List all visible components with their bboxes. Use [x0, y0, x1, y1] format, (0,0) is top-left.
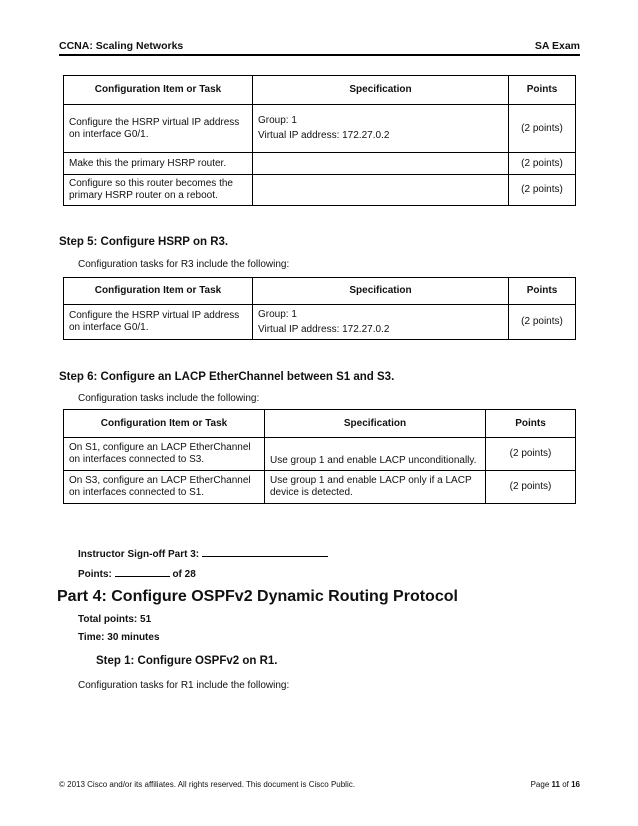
part4-step1-heading: Step 1: Configure OSPFv2 on R1.	[96, 655, 278, 667]
specification-cell	[253, 105, 509, 153]
part4-time: Time: 30 minutes	[78, 632, 160, 643]
specification-cell	[253, 153, 509, 175]
lacp-etherchannel-table	[63, 409, 576, 504]
specification-cell	[253, 175, 509, 206]
task-cell: Configure so this router becomes the primary HSRP router on a reboot.	[64, 175, 253, 206]
page-prefix: Page	[530, 780, 552, 789]
table-row	[64, 153, 576, 175]
header-course-title: CCNA: Scaling Networks	[59, 40, 184, 52]
footer-copyright: © 2013 Cisco and/or its affiliates. All rights reserved. This document is Cisco Public.	[59, 780, 355, 789]
spec-virtual-ip: Virtual IP address: 172.27.0.2	[258, 130, 390, 141]
signoff-signature-line[interactable]	[202, 546, 328, 557]
r2-hsrp-config-table	[63, 75, 576, 206]
table-row	[64, 471, 576, 504]
column-header-points: Points	[509, 278, 576, 305]
specification-cell: Use group 1 and enable LACP unconditionally.	[265, 438, 486, 471]
signoff-label: Instructor Sign-off Part 3:	[78, 549, 202, 560]
column-header-points: Points	[486, 410, 576, 438]
current-page: 11	[551, 780, 560, 789]
task-cell: Configure the HSRP virtual IP address on interface G0/1.	[64, 105, 253, 153]
task-cell: On S1, configure an LACP EtherChannel on interfaces connected to S3.	[64, 438, 265, 471]
points-cell: (2 points)	[486, 438, 576, 471]
column-header-task: Configuration Item or Task	[64, 76, 253, 105]
step6-description: Configuration tasks include the following:	[78, 393, 260, 404]
task-cell: On S3, configure an LACP EtherChannel on interfaces connected to S1.	[64, 471, 265, 504]
spec-virtual-ip: Virtual IP address: 172.27.0.2	[258, 323, 390, 335]
task-cell: Make this the primary HSRP router.	[64, 153, 253, 175]
spec-group: Group: 1	[258, 115, 297, 126]
points-earned	[78, 566, 196, 580]
step5-heading: Step 5: Configure HSRP on R3.	[59, 236, 229, 248]
points-cell: (2 points)	[509, 105, 576, 153]
instructor-signoff	[78, 546, 328, 560]
total-pages: 16	[571, 780, 580, 789]
table-row	[64, 438, 576, 471]
column-header-task: Configuration Item or Task	[64, 278, 253, 305]
part4-total-points: Total points: 51	[78, 614, 152, 625]
part4-heading: Part 4: Configure OSPFv2 Dynamic Routing Protocol	[57, 588, 458, 605]
table-row	[64, 305, 576, 340]
page-of: of	[559, 780, 572, 789]
part4-step1-description: Configuration tasks for R1 include the following:	[78, 680, 290, 691]
spec-group: Group: 1	[258, 308, 297, 320]
column-header-task: Configuration Item or Task	[64, 410, 265, 438]
points-cell: (2 points)	[486, 471, 576, 504]
points-label: Points:	[78, 569, 115, 580]
table-row	[64, 175, 576, 206]
header-exam-title: SA Exam	[534, 40, 580, 52]
specification-cell	[253, 305, 509, 340]
points-total: of 28	[169, 569, 196, 580]
column-header-points: Points	[509, 76, 576, 105]
column-header-specification: Specification	[253, 76, 509, 105]
points-blank-line[interactable]	[115, 566, 170, 577]
column-header-specification: Specification	[253, 278, 509, 305]
column-header-specification: Specification	[265, 410, 486, 438]
points-cell: (2 points)	[509, 153, 576, 175]
step5-description: Configuration tasks for R3 include the following:	[78, 259, 290, 270]
r3-hsrp-config-table	[63, 277, 576, 340]
table-row	[64, 105, 576, 153]
step6-heading: Step 6: Configure an LACP EtherChannel between S1 and S3.	[59, 371, 395, 383]
page-header	[59, 34, 580, 56]
task-cell: Configure the HSRP virtual IP address on interface G0/1.	[64, 305, 253, 340]
specification-cell: Use group 1 and enable LACP only if a LACP device is detected.	[265, 471, 486, 504]
points-cell: (2 points)	[509, 175, 576, 206]
points-cell: (2 points)	[509, 305, 576, 340]
footer-page-number	[531, 780, 580, 789]
